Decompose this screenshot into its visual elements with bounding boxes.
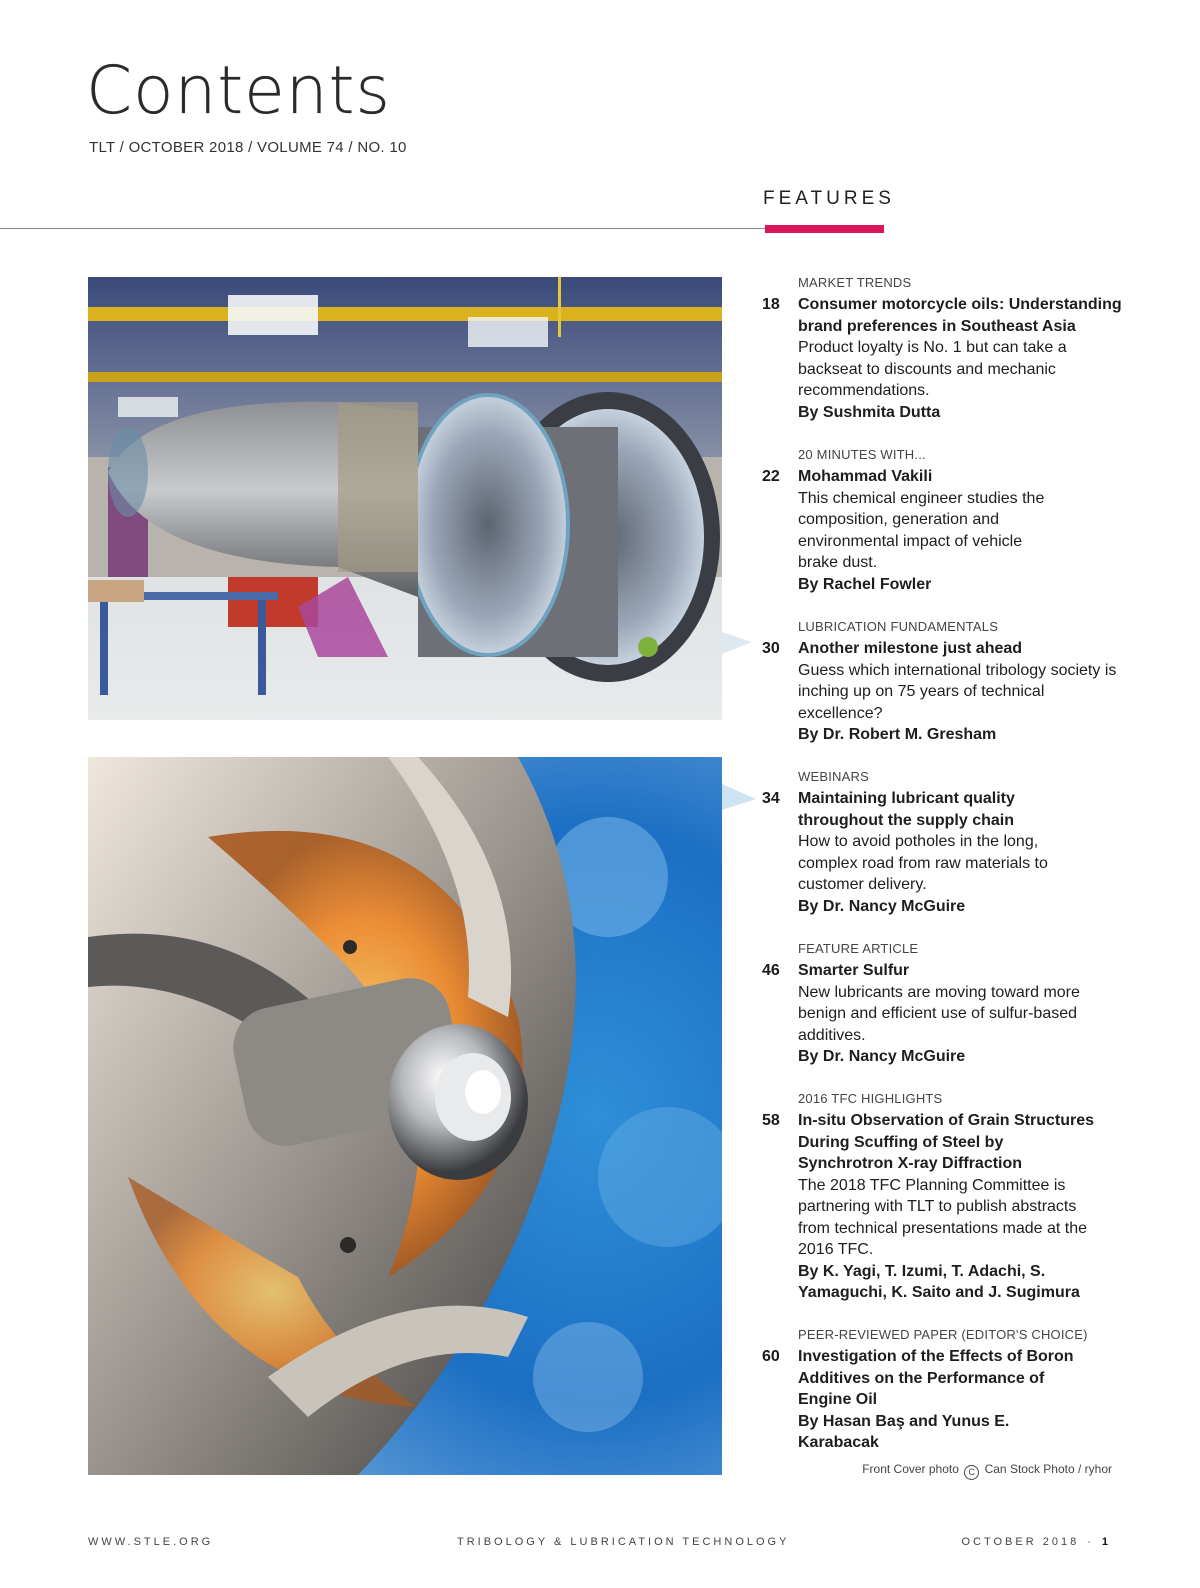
entry-title[interactable]: Mohammad Vakili <box>798 468 933 485</box>
entry-description: How to avoid potholes in the long, complex road from raw materials to customer delivery. <box>798 833 1048 893</box>
toc-entry[interactable] <box>762 941 1122 1068</box>
entry-page-number: 60 <box>762 1348 780 1365</box>
toc-entry[interactable] <box>762 447 1122 595</box>
entry-page-number: 22 <box>762 468 780 485</box>
footer-separator: · <box>1087 1536 1094 1548</box>
entry-description: Product loyalty is No. 1 but can take a backseat to discounts and mechanic recommendations. <box>798 339 1067 399</box>
entry-title[interactable]: Smarter Sulfur <box>798 962 910 979</box>
entry-category: WEBINARS <box>798 769 869 784</box>
entry-title[interactable]: Consumer motorcycle oils: Understanding brand preferences in Southeast Asia <box>798 296 1122 335</box>
entry-byline: By K. Yagi, T. Izumi, T. Adachi, S. Yamaguchi, K. Saito and J. Sugimura <box>798 1262 1080 1301</box>
entry-page-number: 34 <box>762 790 780 807</box>
footer-date: OCTOBER 2018 <box>961 1536 1080 1548</box>
toc-entry[interactable] <box>762 275 1122 423</box>
footer-website[interactable]: WWW.STLE.ORG <box>88 1536 214 1548</box>
entry-category: 2016 TFC HIGHLIGHTS <box>798 1091 943 1106</box>
entry-title[interactable]: Investigation of the Effects of Boron Additives on the Performance of Engine Oil <box>798 1348 1074 1408</box>
cover-photo-credit <box>862 1462 1112 1480</box>
entry-title[interactable]: Maintaining lubricant quality throughout the supply chain <box>798 790 1015 829</box>
page-number: 1 <box>1101 1536 1108 1548</box>
page-title: Contents <box>86 52 391 129</box>
entry-category: PEER-REVIEWED PAPER (EDITOR'S CHOICE) <box>798 1327 1088 1342</box>
header-rule <box>0 228 765 229</box>
entry-category: LUBRICATION FUNDAMENTALS <box>798 619 999 634</box>
toc-entry[interactable] <box>762 769 1122 917</box>
section-heading-features: FEATURES <box>763 188 895 209</box>
toc-entry[interactable] <box>762 619 1122 746</box>
entry-description: This chemical engineer studies the composition, generation and environmental impact of vehicle brake dust. <box>798 489 1045 571</box>
entry-page-number: 18 <box>762 296 780 313</box>
footer-date-page <box>961 1536 1108 1548</box>
toc-entry[interactable] <box>762 1091 1122 1304</box>
footer-publication: TRIBOLOGY & LUBRICATION TECHNOLOGY <box>457 1536 790 1548</box>
entry-byline: By Hasan Baş and Yunus E. Karabacak <box>798 1412 1010 1451</box>
credit-suffix: Can Stock Photo / ryhor <box>984 1462 1112 1476</box>
entry-title[interactable]: Another milestone just ahead <box>798 640 1023 657</box>
entry-description: New lubricants are moving toward more benign and efficient use of sulfur-based additives. <box>798 983 1080 1044</box>
entry-byline: By Dr. Robert M. Gresham <box>798 726 997 743</box>
entry-category: MARKET TRENDS <box>798 275 912 290</box>
entry-description: The 2018 TFC Planning Committee is partnering with TLT to publish abstracts from technical presentations made at the 2016 TFC. <box>798 1176 1088 1258</box>
entry-category: FEATURE ARTICLE <box>798 941 919 956</box>
entry-byline: By Dr. Nancy McGuire <box>798 897 966 915</box>
jet-engine-photo <box>88 277 722 720</box>
entry-description: Guess which international tribology society is inching up on 75 years of technical excellence? <box>798 661 1117 722</box>
pointer-arrow-30 <box>722 630 762 660</box>
issue-line: TLT / OCTOBER 2018 / VOLUME 74 / NO. 10 <box>89 139 407 156</box>
entry-page-number: 46 <box>762 962 780 979</box>
entry-category: 20 MINUTES WITH... <box>798 447 926 462</box>
entry-byline: By Rachel Fowler <box>798 575 932 593</box>
entry-title[interactable]: In-situ Observation of Grain Structures During Scuffing of Steel by Synchrotron X-ray Diffraction <box>798 1112 1095 1172</box>
entry-byline: By Dr. Nancy McGuire <box>798 1048 966 1065</box>
entry-page-number: 58 <box>762 1112 780 1129</box>
accent-bar <box>765 225 884 233</box>
entry-byline: By Sushmita Dutta <box>798 403 941 421</box>
copyright-icon: C <box>964 1465 979 1480</box>
toc-entry[interactable] <box>762 1327 1122 1454</box>
credit-prefix: Front Cover photo <box>862 1462 959 1476</box>
impeller-photo <box>88 757 722 1475</box>
entry-page-number: 30 <box>762 640 780 657</box>
pointer-arrow-34 <box>722 784 762 814</box>
